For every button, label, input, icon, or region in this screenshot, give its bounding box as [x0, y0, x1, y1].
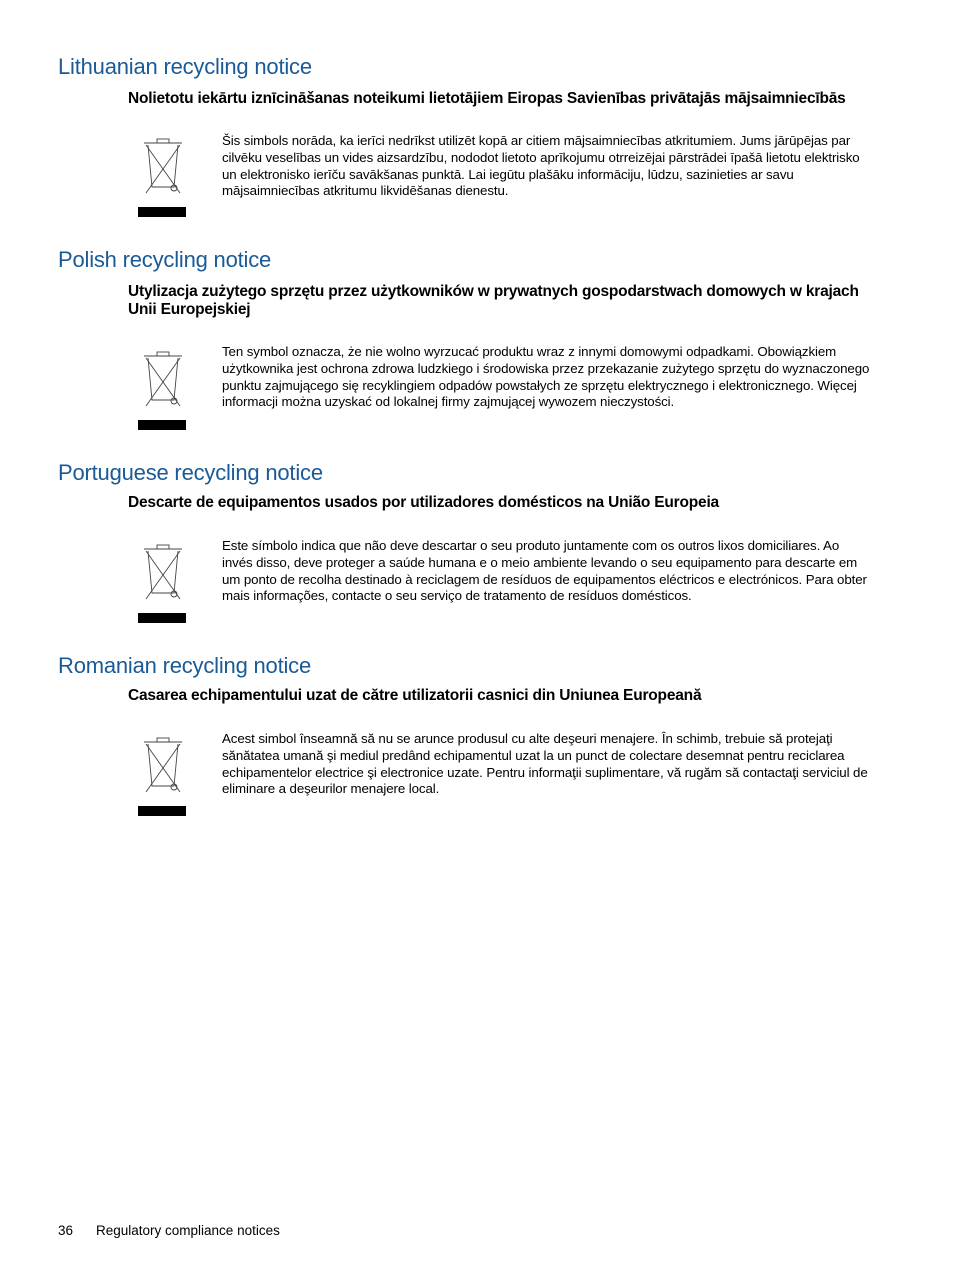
section-body: Ten symbol oznacza, że nie wolno wyrzucać produktu wraz z innymi domowymi odpadkami. Obowiązkiem użytkownika jest ochrona zdrowa ludzkiego i środowiska przez przekazanie zużytego sprzętu do wyznaczonego punktu zajmującego się recyklingiem odpadów powstałych ze sprzętu elektrycznego i elektronicznego. Więcej informacji można uzyskać od lokalnej firmy zajmującej wywozem nieczystości.	[222, 344, 870, 410]
page-number: 36	[58, 1223, 74, 1238]
section-title: Polish recycling notice	[58, 247, 272, 272]
crossed-out-wheelie-bin-icon	[138, 541, 188, 623]
section-subheading: Utylizacja zużytego sprzętu przez użytkowników w prywatnych gospodarstwach domowych w krajach Unii Europejskiej	[128, 283, 859, 318]
section-portuguese	[58, 461, 888, 636]
section-romanian	[58, 654, 888, 829]
crossed-out-wheelie-bin-icon	[138, 348, 188, 430]
crossed-out-wheelie-bin-icon	[138, 135, 188, 217]
section-title: Portuguese recycling notice	[58, 460, 323, 485]
section-body: Este símbolo indica que não deve descartar o seu produto juntamente com os outros lixos domiciliares. Ao invés disso, deve proteger a saúde humana e o meio ambiente levando o seu equipamento para descarte em um ponto de recolha destinado à reciclagem de resíduos de equipamentos eléctricos e electrónicos. Para obter mais informações, contacte o seu serviço de tratamento de resíduos domésticos.	[222, 538, 867, 604]
section-title: Romanian recycling notice	[58, 653, 312, 678]
section-subheading: Casarea echipamentului uzat de către utilizatorii casnici din Uniunea Europeană	[128, 687, 702, 704]
section-body: Acest simbol înseamnă să nu se arunce produsul cu alte deşeuri menajere. În schimb, trebuie să protejaţi sănătatea umană şi mediul predând echipamentul uzat la un punct de colectare desemnat pentru reciclarea echipamentelor electrice şi electronice uzate. Pentru informaţii suplimentare, vă rugăm să contactaţi serviciul de eliminare a deşeurilor menajere local.	[222, 731, 868, 797]
crossed-out-wheelie-bin-icon	[138, 734, 188, 816]
section-subheading: Nolietotu iekārtu iznīcināšanas noteikumi lietotājiem Eiropas Savienības privātajās mājsaimniecībās	[128, 90, 846, 107]
section-title: Lithuanian recycling notice	[58, 54, 312, 79]
section-polish	[58, 248, 888, 443]
section-subheading: Descarte de equipamentos usados por utilizadores domésticos na União Europeia	[128, 494, 719, 511]
section-lithuanian	[58, 55, 888, 230]
page-footer	[58, 1223, 280, 1238]
footer-label: Regulatory compliance notices	[96, 1223, 280, 1238]
section-body: Šis simbols norāda, ka ierīci nedrīkst utilizēt kopā ar citiem mājsaimniecības atkritumiem. Jums jārūpējas par cilvēku veselības un vides aizsardzību, nododot lietoto aprīkojumu otrreizējai pārstrādei īpašā lietotu elektrisko un elektronisko ierīču savākšanas punktā. Lai iegūtu plašāku informāciju, lūdzu, sazinieties ar savu mājsaimniecības atkritumu likvidēšanas dienestu.	[222, 133, 860, 199]
